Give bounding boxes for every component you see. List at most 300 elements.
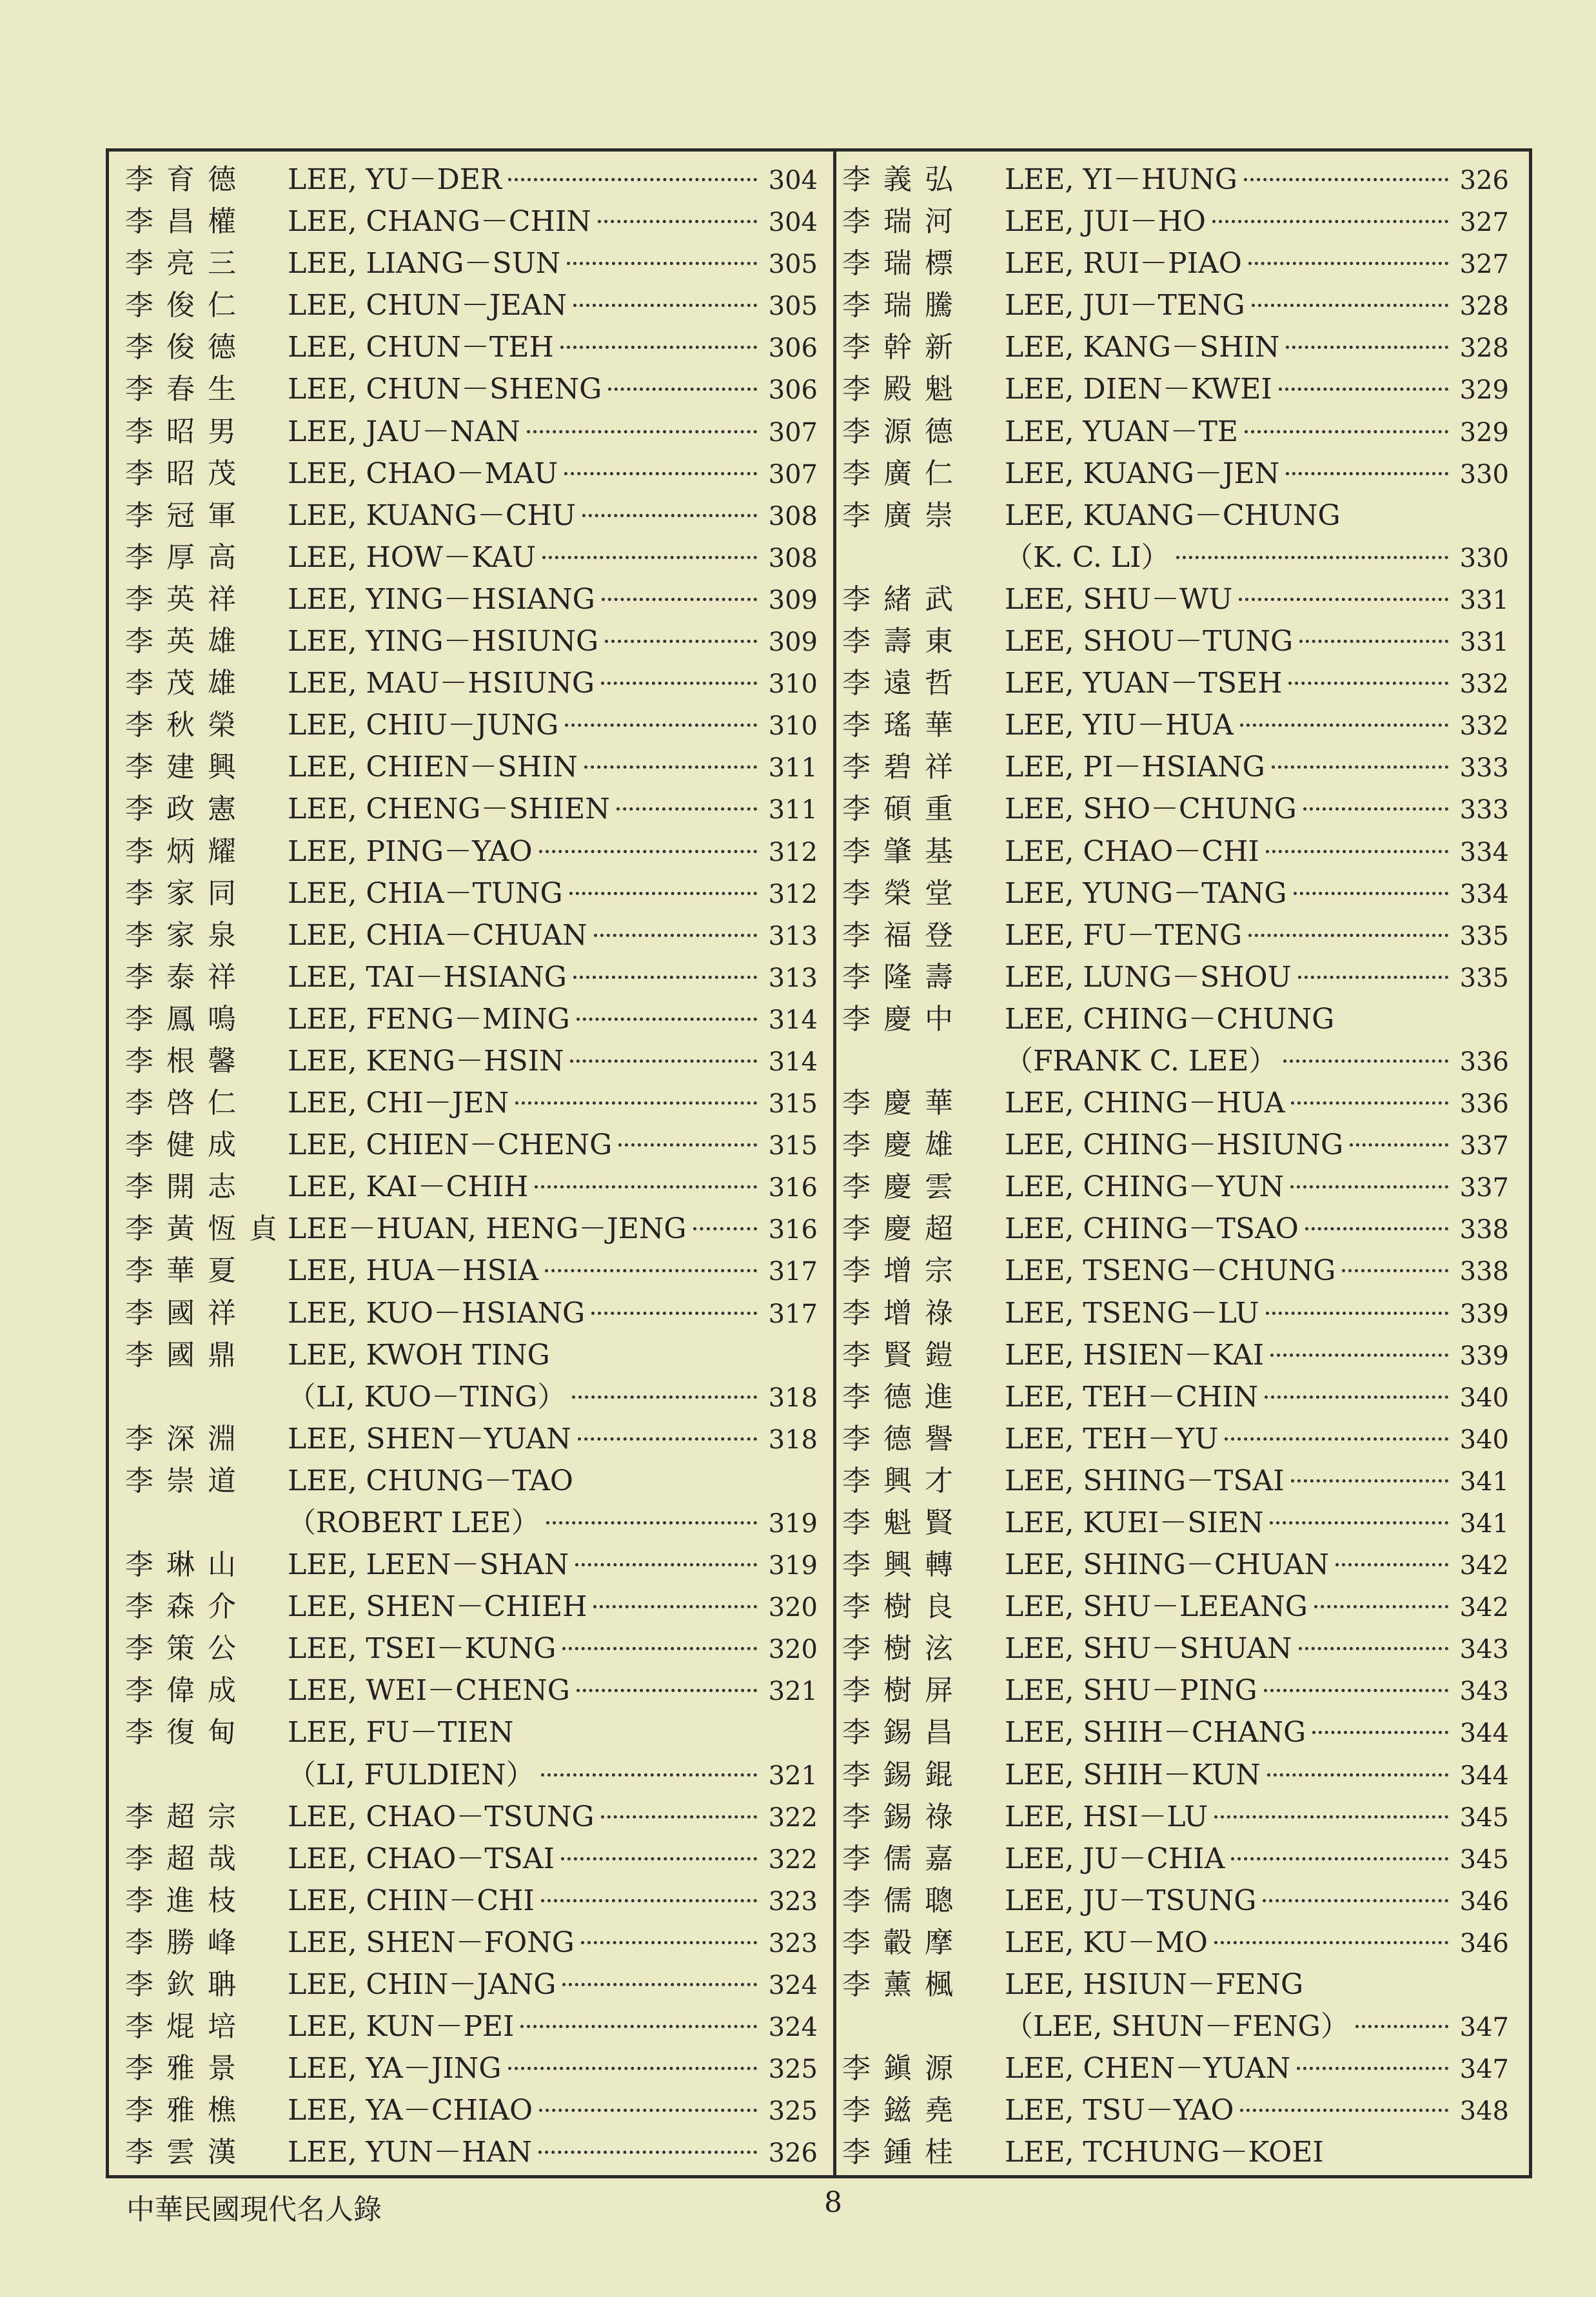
entry-romanized-line bbox=[288, 1082, 818, 1125]
index-column-right bbox=[838, 159, 1509, 2177]
entry-romanized-name: LEE, FU－TIEN bbox=[288, 1716, 514, 1750]
entry-romanized-line bbox=[1005, 1838, 1509, 1881]
entry-romanized-line bbox=[288, 788, 818, 831]
entry-page-number: 318 bbox=[768, 1425, 818, 1455]
index-entry bbox=[121, 1586, 818, 1628]
entry-romanized-name: LEE, KUO－HSIANG bbox=[288, 1296, 586, 1330]
entry-romanized-line bbox=[1005, 1964, 1509, 2006]
index-entry bbox=[838, 1208, 1509, 1250]
index-entry bbox=[121, 831, 818, 872]
entry-romanized-line bbox=[288, 1796, 818, 1839]
entry-romanized-line bbox=[288, 872, 818, 916]
entry-page-number: 314 bbox=[768, 1005, 818, 1035]
entry-page-number: 317 bbox=[768, 1299, 818, 1329]
entry-romanized-name: LEE－HUAN, HENG－JENG bbox=[288, 1212, 687, 1246]
entry-romanized-line bbox=[288, 831, 818, 874]
entry-page-number: 335 bbox=[1459, 963, 1509, 993]
dot-leader bbox=[561, 1857, 757, 1860]
entry-page-number: 312 bbox=[768, 837, 818, 867]
entry-page-number: 347 bbox=[1459, 2013, 1509, 2043]
dot-leader bbox=[1267, 1773, 1448, 1777]
entry-page-number: 306 bbox=[768, 333, 818, 364]
dot-leader bbox=[618, 1143, 757, 1147]
entry-chinese-name: 李國祥 bbox=[125, 1296, 249, 1330]
entry-chinese-name: 李黃恆貞 bbox=[125, 1212, 290, 1246]
entry-chinese-name: 李俊德 bbox=[125, 331, 249, 364]
index-entry bbox=[121, 1711, 818, 1753]
index-entry bbox=[121, 1922, 818, 1964]
dot-leader bbox=[527, 430, 757, 433]
index-entry bbox=[121, 620, 818, 662]
entry-page-number: 331 bbox=[1459, 627, 1509, 658]
dot-leader bbox=[598, 220, 757, 223]
index-entry bbox=[121, 242, 818, 284]
dot-leader bbox=[1225, 1437, 1448, 1441]
entry-chinese-name: 李樹泫 bbox=[842, 1632, 966, 1666]
entry-romanized-line bbox=[1005, 1544, 1509, 1587]
entry-romanized-line bbox=[1005, 1628, 1509, 1671]
dot-leader bbox=[1240, 724, 1448, 727]
index-entry bbox=[121, 1334, 818, 1376]
entry-romanized-line bbox=[1005, 495, 1509, 537]
index-entry bbox=[121, 2006, 818, 2047]
entry-page-number: 348 bbox=[1459, 2096, 1509, 2127]
entry-chinese-name: 李義弘 bbox=[842, 163, 966, 196]
entry-romanized-line bbox=[1005, 1502, 1509, 1545]
entry-page-number: 308 bbox=[768, 501, 818, 531]
entry-chinese-name: 李政憲 bbox=[125, 793, 249, 826]
entry-page-number: 330 bbox=[1459, 459, 1509, 489]
entry-romanized-line bbox=[288, 1124, 818, 1167]
entry-romanized-line bbox=[288, 453, 818, 496]
index-entry bbox=[838, 1418, 1509, 1460]
entry-page-number: 307 bbox=[768, 417, 818, 448]
entry-romanized-name: （LI, FULDIEN） bbox=[288, 1758, 535, 1791]
index-entry bbox=[838, 1922, 1509, 1964]
entry-chinese-name: 李增宗 bbox=[842, 1254, 966, 1288]
dot-leader bbox=[573, 304, 757, 307]
index-entry bbox=[838, 1754, 1509, 1796]
entry-chinese-name: 李瑞騰 bbox=[842, 289, 966, 322]
entry-chinese-name: 李儒聰 bbox=[842, 1884, 966, 1917]
index-entry bbox=[121, 453, 818, 495]
entry-chinese-name: 李春生 bbox=[125, 373, 249, 406]
dot-leader bbox=[515, 1101, 757, 1105]
entry-romanized-name: LEE, TAI－HSIANG bbox=[288, 960, 567, 994]
entry-romanized-line bbox=[288, 2089, 818, 2133]
entry-page-number: 313 bbox=[768, 963, 818, 993]
entry-chinese-name: 李炳耀 bbox=[125, 834, 249, 868]
dot-leader bbox=[1335, 1563, 1448, 1566]
entry-romanized-name: LEE, KUANG－CHUNG bbox=[1005, 498, 1341, 532]
entry-romanized-line bbox=[1005, 998, 1509, 1040]
index-entry bbox=[838, 788, 1509, 830]
dot-leader bbox=[1264, 1689, 1448, 1692]
dot-leader bbox=[1252, 304, 1448, 307]
index-entry bbox=[121, 1418, 818, 1460]
entry-page-number: 342 bbox=[1459, 1551, 1509, 1581]
entry-romanized-name: LEE, SHEN－CHIEH bbox=[288, 1590, 587, 1624]
entry-romanized-line bbox=[1005, 242, 1509, 286]
entry-chinese-name: 李榮堂 bbox=[842, 876, 966, 910]
entry-page-number: 318 bbox=[768, 1383, 818, 1413]
dot-leader bbox=[1245, 430, 1448, 433]
index-entry bbox=[838, 537, 1509, 578]
index-entry bbox=[838, 1460, 1509, 1502]
entry-romanized-name: LEE, HSI－LU bbox=[1005, 1800, 1208, 1833]
entry-romanized-name: LEE, KUN－PEI bbox=[288, 2010, 515, 2044]
index-entry bbox=[838, 1166, 1509, 1208]
entry-romanized-line bbox=[288, 1544, 818, 1587]
entry-chinese-name: 李森介 bbox=[125, 1590, 249, 1624]
entry-page-number: 343 bbox=[1459, 1635, 1509, 1665]
dot-leader bbox=[1176, 556, 1448, 559]
entry-romanized-line bbox=[288, 1922, 818, 1965]
entry-chinese-name: 李壽東 bbox=[842, 625, 966, 658]
entry-romanized-line bbox=[288, 1880, 818, 1923]
entry-romanized-name: LEE, SHING－CHUAN bbox=[1005, 1548, 1330, 1582]
entry-page-number: 345 bbox=[1459, 1844, 1509, 1875]
entry-chinese-name: 李遠哲 bbox=[842, 667, 966, 700]
entry-romanized-line bbox=[1005, 1922, 1509, 1965]
entry-chinese-name: 李慶雄 bbox=[842, 1129, 966, 1162]
dot-leader bbox=[1291, 1479, 1448, 1483]
index-entry bbox=[121, 368, 818, 410]
dot-leader bbox=[1294, 892, 1448, 895]
dot-leader bbox=[560, 346, 757, 349]
entry-page-number: 337 bbox=[1459, 1131, 1509, 1161]
index-entry bbox=[838, 1711, 1509, 1753]
index-entry bbox=[838, 1796, 1509, 1838]
page-number: 8 bbox=[824, 2186, 842, 2219]
entry-chinese-name: 李廣仁 bbox=[842, 457, 966, 490]
index-entry bbox=[838, 201, 1509, 242]
entry-chinese-name: 李鎭源 bbox=[842, 2052, 966, 2085]
column-divider bbox=[833, 148, 836, 2178]
entry-romanized-name: LEE, DIEN－KWEI bbox=[1005, 373, 1272, 406]
entry-chinese-name: 李昭男 bbox=[125, 415, 249, 448]
entry-romanized-name: LEE, JUI－TENG bbox=[1005, 289, 1245, 322]
entry-page-number: 326 bbox=[1459, 166, 1509, 195]
index-entry bbox=[121, 1292, 818, 1334]
index-entry bbox=[838, 1838, 1509, 1880]
entry-page-number: 307 bbox=[768, 459, 818, 489]
entry-page-number: 345 bbox=[1459, 1802, 1509, 1833]
entry-romanized-line bbox=[1005, 1376, 1509, 1419]
entry-romanized-line bbox=[288, 1376, 818, 1419]
entry-chinese-name: 李雲漢 bbox=[125, 2136, 249, 2169]
index-entry bbox=[121, 1670, 818, 1711]
entry-chinese-name: 李建興 bbox=[125, 751, 249, 784]
entry-page-number: 329 bbox=[1459, 417, 1509, 448]
entry-romanized-line bbox=[1005, 746, 1509, 789]
index-entry bbox=[121, 2047, 818, 2089]
entry-romanized-line bbox=[1005, 1082, 1509, 1125]
entry-page-number: 304 bbox=[768, 166, 818, 195]
entry-page-number: 315 bbox=[768, 1089, 818, 1119]
entry-page-number: 304 bbox=[768, 208, 818, 238]
dot-leader bbox=[1299, 1647, 1448, 1650]
entry-page-number: 323 bbox=[768, 1928, 818, 1958]
entry-romanized-name: LEE, CHING－CHUNG bbox=[1005, 1002, 1335, 1036]
entry-chinese-name: 李冠軍 bbox=[125, 498, 249, 532]
entry-chinese-name: 李碧祥 bbox=[842, 751, 966, 784]
entry-romanized-name: LEE, YU－DER bbox=[288, 163, 502, 196]
dot-leader bbox=[567, 262, 757, 265]
entry-page-number: 327 bbox=[1459, 250, 1509, 280]
entry-romanized-name: LEE, WEI－CHENG bbox=[288, 1674, 570, 1708]
entry-chinese-name: 李殿魁 bbox=[842, 373, 966, 406]
entry-romanized-name: LEE, CHING－HSIUNG bbox=[1005, 1129, 1344, 1162]
entry-romanized-name: （FRANK C. LEE） bbox=[1005, 1044, 1277, 1078]
index-entry bbox=[838, 453, 1509, 495]
entry-chinese-name: 李慶中 bbox=[842, 1002, 966, 1036]
index-entry bbox=[838, 1628, 1509, 1670]
index-entry bbox=[838, 1670, 1509, 1711]
entry-romanized-name: LEE, YING－HSIUNG bbox=[288, 625, 599, 658]
entry-romanized-name: LEE, TEH－YU bbox=[1005, 1422, 1219, 1455]
entry-chinese-name: 李幹新 bbox=[842, 331, 966, 364]
index-entry bbox=[838, 1082, 1509, 1124]
entry-page-number: 330 bbox=[1459, 543, 1509, 573]
dot-leader bbox=[1270, 1521, 1448, 1524]
index-entry bbox=[838, 662, 1509, 704]
entry-romanized-name: LEE, FENG－MING bbox=[288, 1002, 570, 1036]
dot-leader bbox=[1248, 934, 1448, 937]
entry-romanized-line bbox=[1005, 1292, 1509, 1336]
entry-romanized-line bbox=[288, 578, 818, 622]
entry-romanized-name: LEE, CHING－TSAO bbox=[1005, 1212, 1299, 1246]
dot-leader bbox=[1298, 976, 1448, 979]
dot-leader bbox=[1265, 1395, 1448, 1399]
dot-leader bbox=[535, 1185, 757, 1188]
entry-romanized-line bbox=[1005, 284, 1509, 328]
dot-leader bbox=[1350, 1143, 1448, 1147]
entry-page-number: 331 bbox=[1459, 585, 1509, 615]
entry-romanized-line bbox=[288, 1502, 818, 1545]
entry-romanized-line bbox=[288, 1040, 818, 1083]
entry-chinese-name: 李薰楓 bbox=[842, 1968, 966, 2002]
entry-romanized-line bbox=[288, 495, 818, 538]
entry-romanized-name: LEE, HSIUN－FENG bbox=[1005, 1968, 1304, 2002]
entry-page-number: 334 bbox=[1459, 879, 1509, 909]
entry-chinese-name: 李崇道 bbox=[125, 1464, 249, 1497]
entry-chinese-name: 李英祥 bbox=[125, 582, 249, 616]
dot-leader bbox=[546, 1521, 757, 1524]
entry-chinese-name: 李超宗 bbox=[125, 1800, 249, 1833]
index-entry bbox=[121, 1502, 818, 1544]
entry-page-number: 341 bbox=[1459, 1466, 1509, 1497]
entry-romanized-line bbox=[1005, 872, 1509, 916]
index-entry bbox=[838, 1250, 1509, 1292]
entry-romanized-line bbox=[288, 242, 818, 286]
index-entry bbox=[121, 2089, 818, 2131]
entry-romanized-line bbox=[288, 326, 818, 370]
entry-page-number: 325 bbox=[768, 2055, 818, 2085]
index-entry bbox=[121, 1208, 818, 1250]
entry-romanized-line bbox=[288, 998, 818, 1041]
entry-chinese-name: 李源德 bbox=[842, 415, 966, 448]
entry-romanized-name: LEE, CHIEN－SHIN bbox=[288, 751, 578, 784]
index-entry bbox=[838, 1334, 1509, 1376]
index-entry bbox=[121, 746, 818, 788]
entry-romanized-line bbox=[1005, 201, 1509, 244]
entry-romanized-line bbox=[288, 956, 818, 1000]
entry-romanized-line bbox=[1005, 453, 1509, 496]
entry-romanized-name: LEE, KAI－CHIH bbox=[288, 1170, 529, 1204]
index-entry bbox=[121, 872, 818, 914]
entry-romanized-name: LEE, YUNG－TANG bbox=[1005, 876, 1287, 910]
entry-page-number: 332 bbox=[1459, 711, 1509, 742]
entry-page-number: 340 bbox=[1459, 1383, 1509, 1413]
index-entry bbox=[121, 1796, 818, 1838]
entry-romanized-name: LEE, JU－CHIA bbox=[1005, 1842, 1225, 1875]
dot-leader bbox=[1288, 682, 1448, 685]
dot-leader bbox=[565, 724, 757, 727]
entry-romanized-name: LEE, SHU－SHUAN bbox=[1005, 1632, 1292, 1666]
entry-romanized-line bbox=[288, 537, 818, 580]
entry-romanized-line bbox=[288, 620, 818, 664]
index-entry bbox=[121, 704, 818, 746]
dot-leader bbox=[1312, 1731, 1448, 1734]
entry-chinese-name: 李昌權 bbox=[125, 205, 249, 239]
dot-leader bbox=[576, 1018, 757, 1021]
entry-chinese-name: 李錫昌 bbox=[842, 1716, 966, 1750]
dot-leader bbox=[1279, 388, 1448, 391]
entry-page-number: 324 bbox=[768, 2013, 818, 2043]
entry-romanized-line bbox=[1005, 1334, 1509, 1377]
entry-page-number: 319 bbox=[768, 1551, 818, 1581]
entry-romanized-line bbox=[1005, 1711, 1509, 1755]
index-entry bbox=[838, 704, 1509, 746]
entry-page-number: 343 bbox=[1459, 1677, 1509, 1707]
index-entry bbox=[121, 1082, 818, 1124]
index-entry bbox=[838, 1502, 1509, 1544]
entry-page-number: 314 bbox=[768, 1047, 818, 1077]
entry-page-number: 310 bbox=[768, 711, 818, 742]
entry-romanized-line bbox=[1005, 159, 1509, 202]
entry-romanized-name: LEE, YIU－HUA bbox=[1005, 709, 1234, 742]
entry-romanized-line bbox=[1005, 1208, 1509, 1251]
entry-romanized-line bbox=[288, 1964, 818, 2007]
entry-chinese-name: 李茂雄 bbox=[125, 667, 249, 700]
index-entry bbox=[121, 662, 818, 704]
entry-page-number: 315 bbox=[768, 1131, 818, 1161]
index-entry bbox=[121, 284, 818, 326]
index-entry bbox=[838, 1376, 1509, 1418]
entry-romanized-name: LEE, SHO－CHUNG bbox=[1005, 793, 1297, 826]
index-entry bbox=[838, 956, 1509, 998]
entry-romanized-name: （ROBERT LEE） bbox=[288, 1506, 540, 1539]
dot-leader bbox=[575, 1563, 757, 1566]
dot-leader bbox=[569, 892, 757, 895]
entry-romanized-line bbox=[288, 368, 818, 411]
index-entry bbox=[838, 872, 1509, 914]
index-entry bbox=[121, 1376, 818, 1418]
entry-romanized-name: LEE, CHAO－MAU bbox=[288, 457, 558, 490]
entry-romanized-line bbox=[1005, 1586, 1509, 1629]
entry-romanized-name: LEE, CHUN－TEH bbox=[288, 331, 554, 364]
entry-chinese-name: 李秋榮 bbox=[125, 709, 249, 742]
index-entry bbox=[121, 1166, 818, 1208]
entry-chinese-name: 李增祿 bbox=[842, 1296, 966, 1330]
index-entry bbox=[121, 1964, 818, 2006]
entry-romanized-name: LEE, KANG－SHIN bbox=[1005, 331, 1280, 364]
dot-leader bbox=[582, 514, 757, 517]
entry-romanized-name: LEE, CHEN－YUAN bbox=[1005, 2052, 1291, 2085]
index-entry bbox=[121, 537, 818, 578]
entry-romanized-line bbox=[1005, 1880, 1509, 1923]
entry-romanized-name: LEE, CHIA－TUNG bbox=[288, 876, 563, 910]
entry-romanized-name: LEE, SHU－LEEANG bbox=[1005, 1590, 1308, 1624]
entry-romanized-line bbox=[1005, 914, 1509, 958]
entry-romanized-line bbox=[288, 662, 818, 705]
index-entry bbox=[838, 326, 1509, 368]
entry-romanized-line bbox=[288, 2047, 818, 2091]
dot-leader bbox=[1266, 1312, 1448, 1315]
entry-chinese-name: 李偉成 bbox=[125, 1674, 249, 1708]
entry-page-number: 313 bbox=[768, 921, 818, 951]
entry-romanized-name: LEE, CHING－HUA bbox=[1005, 1087, 1285, 1120]
entry-romanized-line bbox=[288, 2131, 818, 2174]
entry-romanized-name: LEE, CHING－YUN bbox=[1005, 1170, 1285, 1204]
entry-page-number: 344 bbox=[1459, 1719, 1509, 1749]
index-column-left bbox=[121, 159, 818, 2177]
entry-page-number: 324 bbox=[768, 1971, 818, 2001]
dot-leader bbox=[1248, 262, 1448, 265]
entry-page-number: 339 bbox=[1459, 1341, 1509, 1371]
entry-chinese-name: 李隆壽 bbox=[842, 960, 966, 994]
entry-romanized-name: LEE, SHIH－CHANG bbox=[1005, 1716, 1306, 1750]
entry-romanized-line bbox=[288, 1166, 818, 1209]
index-entry bbox=[838, 1880, 1509, 1922]
entry-page-number: 322 bbox=[768, 1802, 818, 1833]
index-entry bbox=[121, 495, 818, 537]
entry-page-number: 338 bbox=[1459, 1215, 1509, 1245]
entry-romanized-line bbox=[1005, 1250, 1509, 1293]
entry-romanized-line bbox=[1005, 788, 1509, 831]
entry-chinese-name: 李瑞標 bbox=[842, 247, 966, 281]
entry-chinese-name: 李國鼎 bbox=[125, 1338, 249, 1372]
dot-leader bbox=[520, 2025, 757, 2028]
index-entry bbox=[121, 159, 818, 201]
index-entry bbox=[121, 998, 818, 1040]
index-entry bbox=[121, 956, 818, 998]
entry-romanized-line bbox=[288, 1208, 818, 1251]
index-entry bbox=[121, 578, 818, 620]
entry-romanized-name: LEE, YUAN－TE bbox=[1005, 415, 1238, 448]
entry-page-number: 339 bbox=[1459, 1299, 1509, 1329]
entry-page-number: 346 bbox=[1459, 1886, 1509, 1917]
entry-page-number: 334 bbox=[1459, 837, 1509, 867]
dot-leader bbox=[539, 2109, 757, 2112]
entry-chinese-name: 李欽聃 bbox=[125, 1968, 249, 2002]
entry-romanized-line bbox=[1005, 1040, 1509, 1083]
dot-leader bbox=[562, 1983, 757, 1986]
entry-chinese-name: 李福登 bbox=[842, 918, 966, 952]
dot-leader bbox=[570, 1060, 757, 1063]
entry-romanized-line bbox=[1005, 956, 1509, 1000]
entry-romanized-line bbox=[288, 1460, 818, 1502]
dot-leader bbox=[1303, 807, 1448, 811]
entry-chinese-name: 李根馨 bbox=[125, 1044, 249, 1078]
entry-page-number: 333 bbox=[1459, 753, 1509, 784]
dot-leader bbox=[578, 1437, 757, 1441]
entry-chinese-name: 李泰祥 bbox=[125, 960, 249, 994]
entry-romanized-name: LEE, HOW－KAU bbox=[288, 540, 537, 574]
index-entry bbox=[838, 495, 1509, 537]
index-entry bbox=[838, 1544, 1509, 1586]
